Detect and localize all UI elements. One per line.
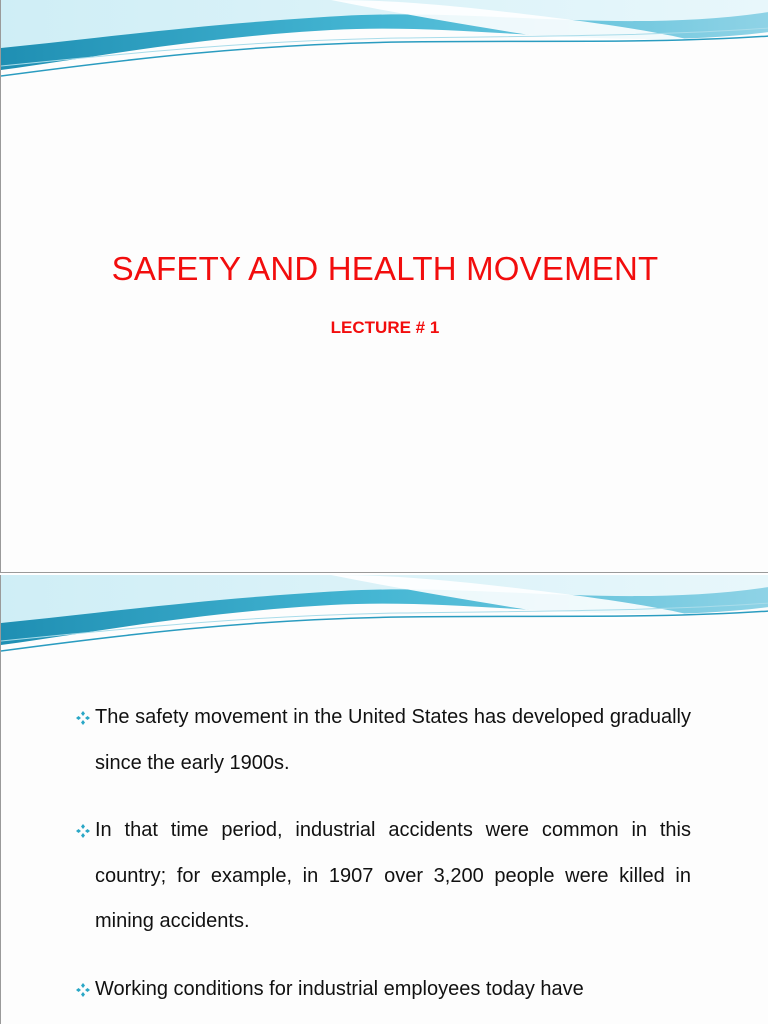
four-diamond-bullet-icon (75, 710, 91, 726)
header-wave-decoration (1, 0, 768, 100)
header-wave-decoration (1, 575, 768, 675)
slide-title: SAFETY AND HEALTH MOVEMENT (111, 250, 659, 287)
bullet-item (75, 808, 691, 945)
bullet-text: The safety movement in the United States has developed gradually since the early 1900s. (95, 706, 691, 774)
content-slide (0, 575, 768, 1024)
bullet-item (75, 967, 691, 1013)
bullet-text: In that time period, industrial accidents were common in this country; for example, in 1907 over 3,200 people were killed in mining accidents. (95, 819, 691, 932)
slide-subtitle: LECTURE # 1 (330, 318, 440, 337)
four-diamond-bullet-icon (75, 823, 91, 839)
bullet-list (75, 695, 691, 1024)
bullet-text: Working conditions for industrial employees today have (95, 977, 584, 1000)
four-diamond-bullet-icon (75, 982, 91, 998)
bullet-item (75, 695, 691, 786)
